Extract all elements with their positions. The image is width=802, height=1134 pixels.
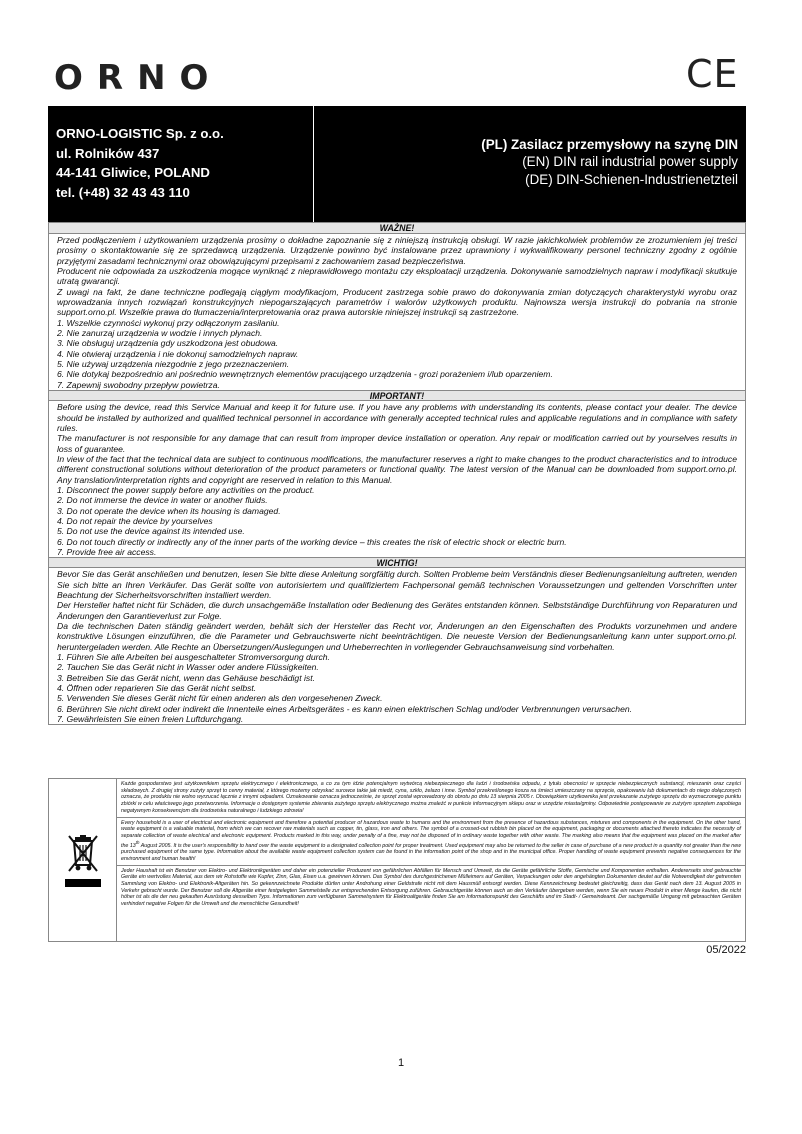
section-body-pl [49, 234, 745, 390]
weee-text-pl: Każde gospodarstwo jest użytkownikiem sprzętu elektrycznego i elektronicznego, a co za tym idzie potencjalnym wytwórcą niebezpiecznego dla ludzi i środowiska odpadu, z tytułu obecności w sprzęcie niebezpiecznych substancji, mieszanin oraz części składowych. Z drugiej strony zużyty sprzęt to cenny materiał, z którego możemy odzyskać surowce takie jak miedź, cyna, szkło, żelazo i inne. Symbol przekreślonego kosza na śmieci umieszczany na sprzęcie, opakowaniu lub dokumentach do niego dołączonych oznacza, że produktu nie wolno wyrzucać łącznie z innymi odpadami. Oznakowanie oznacza jednocześnie, że sprzęt został wprowadzony do obrotu po dniu 13 sierpnia 2005 r. Obowiązkiem użytkownika jest przekazanie zużytego sprzętu do wyznaczonego punktu zbiórki w celu właściwego jego przetworzenia. Informacje o dostępnym systemie zbierania zużytego sprzętu elektrycznego można znaleźć w punkcie informacyjnym sklepu oraz w urzędzie miasta/gminy. Odpowiednie postępowanie ze zużytym sprzętem zapobiega negatywnym konsekwencjom dla środowiska naturalnego i ludzkiego zdrowia! [121, 781, 741, 814]
weee-text-de: Jeder Haushalt ist ein Benutzer von Elektro- und Elektronikgeräten und daher ein potenzieller Produzent von gefährlichen Abfällen für Mensch und Umwelt, da die Geräte gefährliche Stoffe, Gemische und Komponenten enthalten. Andererseits sind gebrauchte Geräte ein wertvolles Material, aus dem wir Rohstoffe wie Kupfer, Zinn, Glas, Eisen u.a. gewinnen können. Das Symbol des durchgestrichenen Mülleimers auf Geräten, Verpackungen oder den angehängten Dokumenten deutet auf die Notwendigkeit der getrennten Sammlung von Elektro- und Elektronik-Altgeräten hin. So gekennzeichnete Produkte dürfen unter Androhung einer Geldstrafe nicht mit dem Hausmüll entsorgt werden. Diese Kennzeichnung bedeutet gleichzeitig, dass das Gerät nach dem 13. August 2005 in Verkehr gebracht wurde. Der Benutzer soll die Altgeräte einer festgelegten Sammelstelle zur entsprechenden Entsorgung zuführen. Gebrauchtgeräte können auch an den Verkäufer übergeben werden, wenn Sie ein neues Produkt in einer Menge kaufen, die nicht höher ist als die der neu gekauften Ausrüstung desselben Typs. Informationen zum verfügbaren Sammelsystem für Elektroaltgeräte finden Sie am Informationspunkt des Geschäfts und im Stadt- / Gemeindeamt. Der sachgemäße Umgang mit gebrauchten Geräten verhindert negative Folgen für die Umwelt und die menschliche Gesundheit! [117, 865, 745, 910]
weee-en-part: Every household is a user of electrical and electronic equipment and therefore a potential producer of hazardous waste to humans and the environment from the presence of hazardous substances, mixtures and components in the equipment. On the other hand, waste equipment is a valuable material, from which we can recover raw materials such as copper, tin, glass, iron and others. The symbol of a crossed-out rubbish bin placed on the equipment, packaging or documents attached thereto indicates the necessity of separate collection of waste electrical and electronic equipment. Products marked in this way, under penalty of a fine, may not be disposed of in ordinary waste together with other waste. The marking also means that the equipment was placed on the market after the 13 [121, 819, 741, 849]
de-paragraph: Bevor Sie das Gerät anschließen und benutzen, lesen Sie bitte diese Anleitung sorgfältig durch. Sollten Probleme beim Verständnis dieser Bedienungsanleitung auftreten, wenden Sie sich bitte an Ihren Verkäufer. Das Gerät sollte von autorisiertem und qualifiziertem Fachpersonal gemäß technischen Voraussetzungen und geltenden Vorschriften unter Beachtung der Sicherheitsvorschriften installiert werden. [57, 569, 737, 600]
company-street: ul. Rolników 437 [56, 145, 160, 161]
instructions-table [48, 222, 746, 725]
en-paragraph: In view of the fact that the technical data are subject to continuous modifications, the manufacturer reserves a right to make changes to the product characteristics and to introduce different constructional solutions without deterioration of the product parameters or functional quality. The latest version of the Manual can be downloaded from support.orno.pl. Any translation/interpretation rights and copyright are reserved in relation to this Manual. [57, 453, 737, 485]
page-number: 1 [397, 1057, 405, 1069]
pl-list-item: 7. Zapewnij swobodny przepływ powietrza. [57, 379, 220, 390]
en-list-item: 7. Provide free air access. [57, 546, 157, 557]
company-city: 44-141 Gliwice, POLAND [56, 165, 210, 181]
de-list-item: 5. Verwenden Sie dieses Gerät nicht für einen anderen als den vorgesehenen Zweck. [57, 693, 383, 704]
pl-paragraph: Producent nie odpowiada za uszkodzenia mogące wyniknąć z nieprawidłowego montażu czy eksploatacji urządzenia. Dokonywanie samodzielnych napraw i modyfikacji skutkuje utratą gwarancji. [57, 266, 737, 287]
section-title-pl: WAŻNE! [49, 223, 745, 234]
weee-black-bar [65, 879, 101, 887]
pl-list-item: 4. Nie otwieraj urządzenia i nie dokonuj samodzielnych napraw. [57, 348, 299, 359]
de-list-item: 6. Berühren Sie nicht direkt oder indirekt die Innenteile eines Arbeitsgerätes - es kann einen elektrischen Schlag und/oder Verbrennungen verursachen. [57, 703, 633, 714]
ce-mark: CE [686, 52, 739, 96]
pl-list-item: 5. Nie używaj urządzenia niezgodnie z jego przeznaczeniem. [57, 359, 290, 370]
crossed-out-wheelie-bin-icon [66, 833, 100, 873]
de-list-item: 7. Gewährleisten Sie einen freien Luftdurchgang. [57, 714, 244, 725]
de-list-item: 3. Betreiben Sie das Gerät nicht, wenn das Gehäuse beschädigt ist. [57, 672, 315, 683]
de-list-item: 1. Führen Sie alle Arbeiten bei ausgeschalteter Stromversorgung durch. [57, 652, 330, 663]
company-phone: tel. (+48) 32 43 43 110 [56, 184, 190, 200]
en-list-item: 4. Do not repair the device by yourselves [57, 515, 213, 526]
pl-list-item: 6. Nie dotykaj bezpośrednio ani pośrednio wewnętrznych elementów pracującego urządzenia - grozi porażeniem i/lub oparzeniem. [57, 369, 553, 380]
company-name: ORNO-LOGISTIC Sp. z o.o. [56, 126, 224, 141]
section-title-de: WICHTIG! [49, 557, 745, 568]
orno-logo: ORNO [54, 58, 223, 98]
de-list-item: 4. Öffnen oder reparieren Sie das Gerät nicht selbst. [57, 683, 257, 694]
weee-en-superscript: th [135, 839, 140, 845]
pl-paragraph: Z uwagi na fakt, że dane techniczne podlegają ciągłym modyfikacjom, Producent zastrzega sobie prawo do dokonywania zmian dotyczących charakterystyki wyrobu oraz wprowadzania innych rozwiązań konstrukcyjnych niepogarszających parametrów i walorów użytkowych produktu. Najnowsza wersja instrukcji do pobrania na stronie support.orno.pl. Wszelkie prawa do tłumaczenia/interpretowania oraz prawa autorskie niniejszej instrukcji są zastrzeżone. [57, 286, 737, 318]
de-paragraph: Der Hersteller haftet nicht für Schäden, die durch unsachgemäße Installation oder Bedienung des Gerätes entstanden können. Selbstständige Durchführung von Reparaturen und Änderungen den Garantieverlust zur Folge. [57, 600, 737, 621]
weee-disposal-table [48, 778, 746, 942]
header-banner [48, 106, 746, 222]
weee-text-column [117, 779, 745, 941]
product-title-de: (DE) DIN-Schienen-Industrienetzteil [525, 171, 738, 187]
company-address [48, 106, 314, 222]
product-titles [314, 106, 746, 222]
en-paragraph: The manufacturer is not responsible for any damage that can result from improper device installation or operation. Any repair or modification carried out by yourselves results in loss of guarantee. [57, 433, 737, 454]
en-paragraph: Before using the device, read this Service Manual and keep it for future use. If you have any problems with understanding its contents, please contact your dealer. The device should be installed by authorized and qualified technical personnel in accordance with generally accepted technical rules and applicable regulations and in compliance with safety rules. [57, 402, 737, 433]
section-body-de [49, 568, 745, 724]
weee-en-part: August 2005. It is the user's responsibility to hand over the waste equipment to a designated collection point for proper treatment. Used equipment may also be returned to the seller in case of purchase of a new product in a quantity not greater than the new purchased equipment of the same type. Information about the available waste equipment collection system can be found in the information point of the shop and in the municipal office. Proper handling of waste equipment prevents negative consequences for the environment and human health! [121, 842, 741, 862]
en-list-item: 5. Do not use the device against its intended use. [57, 526, 245, 537]
en-list-item: 6. Do not touch directly or indirectly any of the inner parts of the working device – this creates the risk of electric shock or electric burn. [57, 536, 567, 547]
pl-paragraph: Przed podłączeniem i użytkowaniem urządzenia prosimy o dokładne zapoznanie się z niniejszą instrukcją obsługi. W razie jakichkolwiek problemów ze zrozumieniem jej treści prosimy o skontaktowanie się ze sprzedawcą urządzenia. Urządzenie powinno być instalowane przez uprawniony i wykwalifikowany personel techniczny zgodny z ogólnie przyjętymi zasadami technicznymi oraz obowiązującymi przepisami z zachowaniem zasad bezpieczeństwa. [57, 235, 737, 266]
section-title-en: IMPORTANT! [49, 390, 745, 401]
product-title-pl: (PL) Zasilacz przemysłowy na szynę DIN [481, 137, 738, 152]
section-body-en [49, 401, 745, 557]
pl-list-item: 2. Nie zanurzaj urządzenia w wodzie i innych płynach. [57, 328, 263, 339]
en-list-item: 1. Disconnect the power supply before any activities on the product. [57, 484, 315, 495]
document-date: 05/2022 [706, 944, 746, 956]
pl-list-item: 1. Wszelkie czynności wykonuj przy odłączonym zasilaniu. [57, 317, 280, 328]
weee-text-en [117, 817, 745, 865]
pl-list-item: 3. Nie obsługuj urządzenia gdy uszkodzona jest obudowa. [57, 338, 279, 349]
product-title-en: (EN) DIN rail industrial power supply [522, 154, 738, 170]
de-paragraph: Da die technischen Daten ständig geändert werden, behält sich der Hersteller das Recht vor, Änderungen an den Eigenschaften des Produkts vorzunehmen und andere konstruktive Lösungen einzuführen, die die Parameter und Gebrauchswerte nicht beeinträchtigen. Die neueste Version der Bedienungsanleitung kann unter support.orno.pl. heruntergeladen werden. Alle Rechte an Übersetzungen/Auslegungen und Urheberrechten in vorliegender Gebrauchsanweisung sind vorbehalten. [57, 621, 737, 652]
en-list-item: 3. Do not operate the device when its housing is damaged. [57, 505, 281, 516]
en-list-item: 2. Do not immerse the device in water or another fluids. [57, 495, 268, 506]
weee-icon-cell [49, 779, 117, 941]
de-list-item: 2. Tauchen Sie das Gerät nicht in Wasser oder andere Flüssigkeiten. [57, 662, 319, 673]
